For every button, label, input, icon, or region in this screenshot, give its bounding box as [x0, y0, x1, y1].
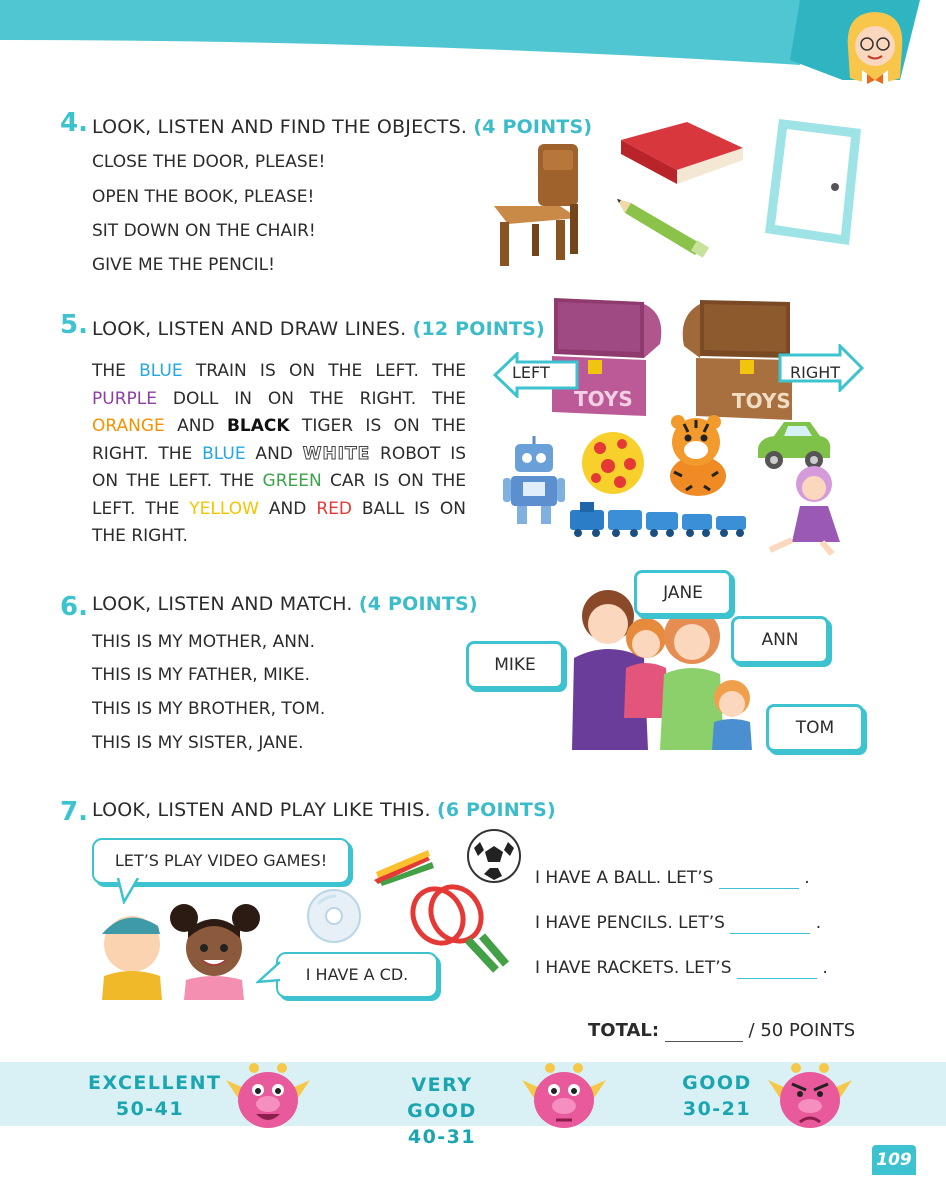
exercise-6-line-4: THIS IS MY SISTER, JANE. — [92, 733, 304, 753]
kids-illustration — [96, 900, 266, 1000]
sentence-rackets — [535, 958, 828, 979]
pencils-icon[interactable] — [370, 846, 436, 886]
sentence-pencils — [535, 913, 821, 934]
name-box-jane[interactable]: JANE — [634, 570, 732, 616]
left-arrow-label: LEFT — [512, 363, 550, 382]
exercise-4-line-4: GIVE ME THE PENCIL! — [92, 255, 275, 275]
name-box-tom[interactable]: TOM — [766, 704, 864, 752]
total-score-blank[interactable] — [665, 1020, 743, 1042]
exercise-6-line-1: THIS IS MY MOTHER, ANN. — [92, 632, 316, 652]
happy-monster-icon — [218, 1060, 318, 1132]
robot-icon[interactable] — [501, 434, 567, 530]
paragraph-segment: YELLOW — [189, 498, 259, 519]
grade-excellent — [88, 1070, 222, 1122]
name-box-ann[interactable]: ANN — [731, 616, 829, 664]
answer-blank-rackets[interactable] — [737, 958, 817, 979]
exercise-5-points: (12 POINTS) — [412, 318, 545, 340]
paragraph-segment: AND — [164, 416, 227, 436]
paragraph-segment: PURPLE — [92, 388, 157, 409]
paragraph-segment: THE — [92, 361, 140, 381]
exercise-5-paragraph — [92, 358, 466, 551]
toy-chest-right-label: TOYS — [732, 389, 791, 413]
grade-good-range: 30-21 — [682, 1098, 752, 1120]
paragraph-segment: ORANGE — [92, 416, 165, 436]
grade-excellent-label: EXCELLENT — [88, 1072, 222, 1094]
grade-very-good-range: 40-31 — [407, 1126, 477, 1148]
exercise-4-title: LOOK, LISTEN AND FIND THE OBJECTS. — [92, 116, 468, 138]
sentence-ball — [535, 868, 810, 889]
page-number: 109 — [872, 1145, 916, 1175]
exercise-7-heading — [92, 799, 556, 821]
teacher-avatar-icon — [840, 8, 910, 103]
paragraph-segment: BLUE — [202, 443, 246, 464]
exercise-6-heading — [92, 593, 478, 615]
sentence-ball-end: . — [804, 868, 810, 888]
train-icon[interactable] — [566, 500, 752, 540]
exercise-5-heading — [92, 318, 545, 340]
exercise-6-points: (4 POINTS) — [358, 593, 478, 615]
paragraph-segment: ROBOT IS ON THE LEFT. THE — [92, 443, 466, 491]
book-icon[interactable] — [617, 118, 747, 190]
grade-very-good-label: VERY GOOD — [407, 1074, 477, 1122]
paragraph-segment: DOLL IN ON THE RIGHT. THE — [156, 388, 466, 409]
grade-very-good — [376, 1072, 508, 1150]
sentence-pencils-end: . — [815, 913, 822, 933]
neutral-monster-icon — [514, 1060, 614, 1132]
exercise-4-line-2: OPEN THE BOOK, PLEASE! — [92, 187, 315, 207]
chair-icon[interactable] — [488, 140, 588, 268]
door-icon[interactable] — [763, 117, 863, 247]
exercise-4-line-3: SIT DOWN ON THE CHAIR! — [92, 221, 316, 241]
paragraph-segment: GREEN — [262, 471, 322, 491]
grade-good — [676, 1070, 758, 1122]
soccer-ball-icon[interactable] — [466, 828, 522, 884]
sentence-ball-text: I HAVE A BALL. LET’S — [535, 868, 714, 888]
pencil-icon[interactable] — [613, 193, 718, 261]
total-suffix: / 50 POINTS — [748, 1020, 856, 1041]
exercise-5-number: 5. — [60, 310, 88, 340]
paragraph-segment: WHITE — [302, 443, 371, 464]
sentence-rackets-end: . — [822, 958, 828, 978]
exercise-6-number: 6. — [60, 592, 88, 622]
name-box-mike[interactable]: MIKE — [466, 641, 564, 689]
paragraph-segment: BLUE — [139, 361, 183, 381]
paragraph-segment: TIGER IS ON THE RIGHT. THE — [92, 416, 466, 464]
right-arrow-label: RIGHT — [790, 363, 841, 382]
exercise-7-points: (6 POINTS) — [436, 799, 556, 821]
exercise-7-title: LOOK, LISTEN AND PLAY LIKE THIS. — [92, 799, 431, 821]
toy-chest-left-label: TOYS — [574, 387, 633, 411]
paragraph-segment: AND — [258, 498, 317, 519]
paragraph-segment: BLACK — [226, 416, 290, 436]
grade-good-label: GOOD — [682, 1072, 752, 1094]
answer-blank-pencils[interactable] — [730, 913, 810, 934]
sad-monster-icon — [760, 1060, 860, 1132]
exercise-4-heading — [92, 116, 592, 138]
paragraph-segment: TRAIN IS ON THE LEFT. THE — [182, 361, 466, 381]
total-score — [588, 1020, 855, 1042]
speech-bubble-tail-2 — [256, 960, 282, 984]
exercise-7-number: 7. — [60, 797, 88, 827]
doll-icon[interactable] — [762, 462, 858, 556]
exercise-4-line-1: CLOSE THE DOOR, PLEASE! — [92, 152, 326, 172]
exercise-6-line-3: THIS IS MY BROTHER, TOM. — [92, 699, 326, 719]
tiger-icon[interactable] — [656, 410, 738, 500]
grade-excellent-range: 50-41 — [115, 1098, 185, 1120]
exercise-5-title: LOOK, LISTEN AND DRAW LINES. — [92, 318, 407, 340]
exercise-4-points: (4 POINTS) — [473, 116, 593, 138]
speech-bubble-video-games: LET’S PLAY VIDEO GAMES! — [92, 838, 350, 884]
paragraph-segment: RED — [316, 498, 352, 519]
top-banner — [0, 0, 946, 80]
exercise-6-line-2: THIS IS MY FATHER, MIKE. — [92, 665, 311, 685]
paragraph-segment: BALL IS ON THE RIGHT. — [92, 498, 466, 546]
total-label: TOTAL: — [588, 1020, 660, 1041]
paragraph-segment: AND — [245, 443, 303, 464]
sentence-pencils-text: I HAVE PENCILS. LET’S — [535, 913, 725, 933]
ball-icon[interactable] — [580, 430, 646, 496]
answer-blank-ball[interactable] — [719, 868, 799, 889]
cd-icon[interactable] — [306, 888, 362, 944]
exercise-4-number: 4. — [60, 108, 88, 138]
exercise-6-title: LOOK, LISTEN AND MATCH. — [92, 593, 353, 615]
paragraph-segment: CAR IS ON THE LEFT. THE — [92, 471, 466, 519]
sentence-rackets-text: I HAVE RACKETS. LET’S — [535, 958, 732, 978]
speech-bubble-cd: I HAVE A CD. — [276, 952, 438, 998]
